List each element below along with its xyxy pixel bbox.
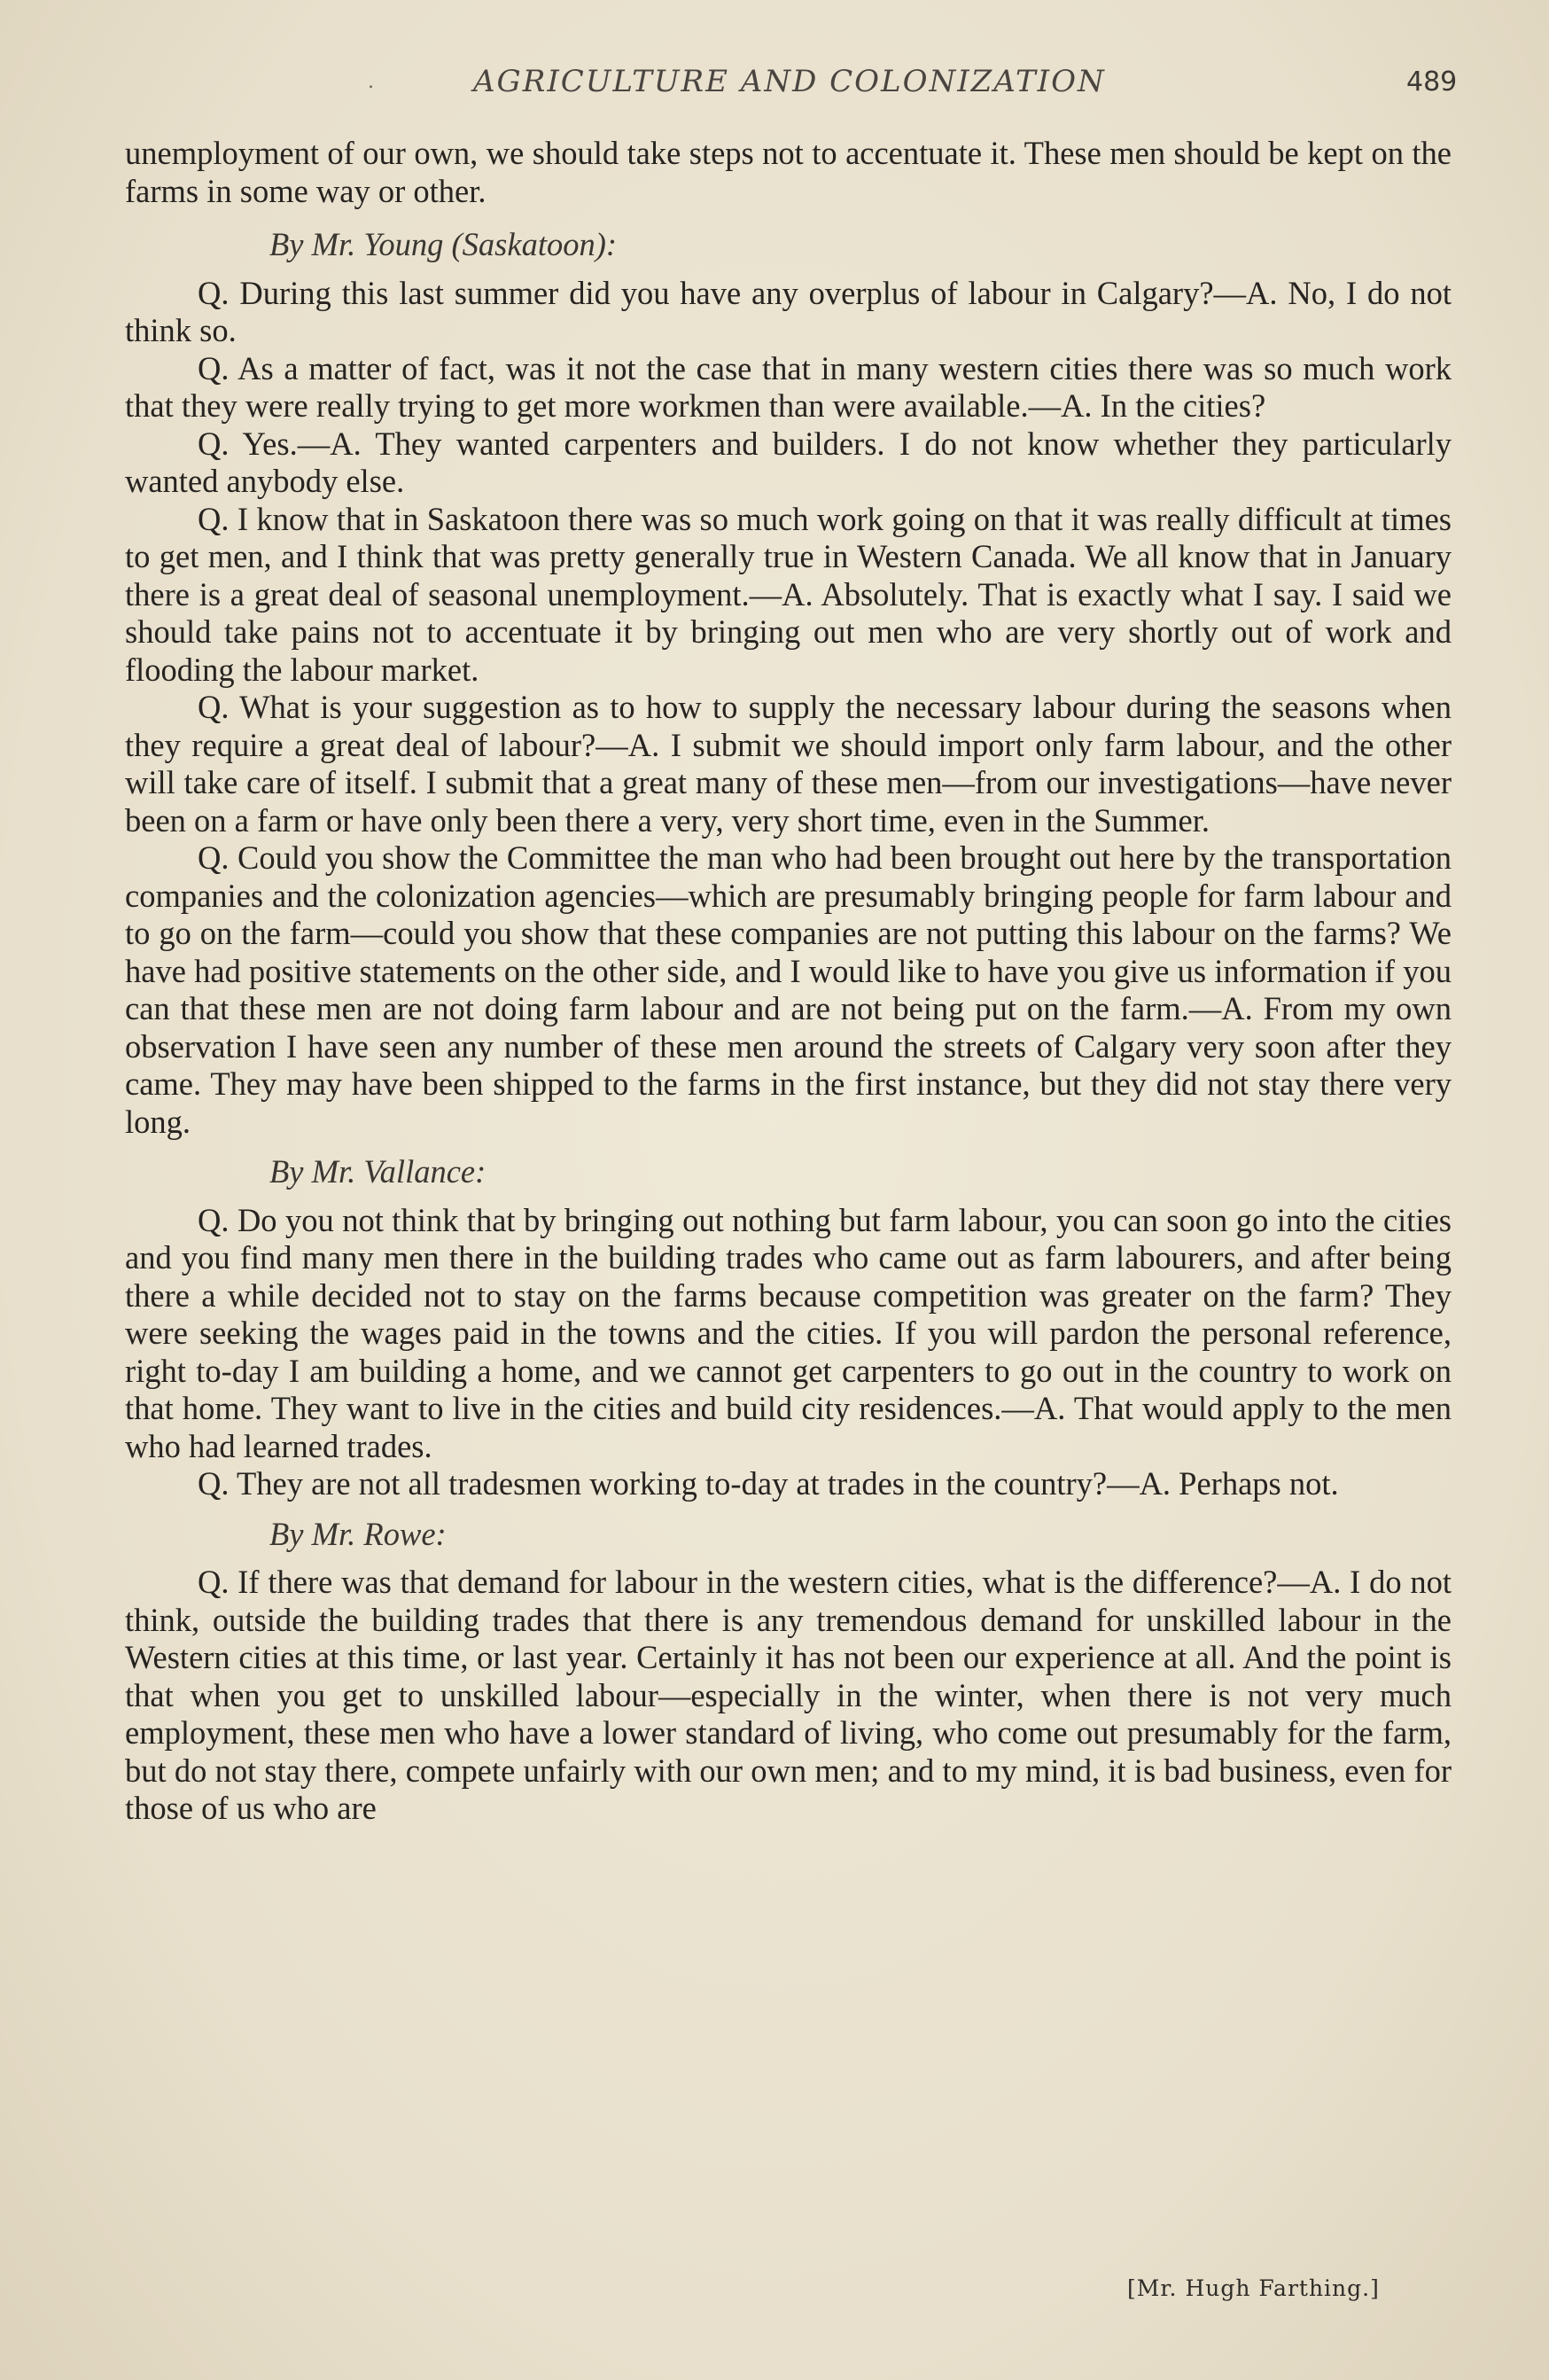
running-title: AGRICULTURE AND COLONIZATION [473,64,1106,99]
body-paragraph: Q. If there was that demand for labour in the western cities, what is the difference?—A. I do not think, outside the building trades that there is any tremendous demand for unskilled labour in the Western cities at this time, or last year. Certainly it has not been our experience at all. And the point is that when you get to unskilled labour—especially in the winter, when there is not very much employment, these men who have a lower standard of living, who come out presumably for the farm, but do not stay there, compete unfairly with our own men; and to my mind, it is bad business, even for those of us who are [125,1564,1452,1826]
body-paragraph: Q. As a matter of fact, was it not the case that in many western cities there was so much work that they were really trying to get more workmen than were available.—A. In the cities? [125,349,1452,424]
body-paragraph: Q. What is your suggestion as to how to supply the necessary labour during the seasons when they require a great deal of labour?—A. I submit we should import only farm labour, and the other will take care of itself. I submit that a great many of these men—from our investigations—have never been on a farm or have only been there a very, very short time, even in the Summer. [125,689,1452,839]
witness-footer: [Mr. Hugh Farthing.] [1127,2275,1380,2301]
speaker-heading: By Mr. Rowe: [269,1515,447,1552]
body-paragraph: unemployment of our own, we should take steps not to accentuate it. These men should be kept on the farms in some way or other. [125,135,1452,209]
running-head [0,64,1549,117]
body-paragraph: Q. They are not all tradesmen working to-day at trades in the country?—A. Perhaps not. [198,1465,1339,1502]
body-paragraph: Q. During this last summer did you have any overplus of labour in Calgary?—A. No, I do not think so. [125,274,1452,348]
page-number: 489 [1406,66,1458,98]
speaker-heading: By Mr. Young (Saskatoon): [269,226,618,262]
body-text [125,135,1452,1828]
body-paragraph: Q. Could you show the Committee the man who had been brought out here by the transportation companies and the colonization agencies—which are presumably bringing people for farm labour and to go on the farm—could you show that these companies are not putting this labour on the farms? We have had positive statements on the other side, and I would like to have you give us information if you can that these men are not doing farm labour and are not being put on the farm.—A. From my own observation I have seen any number of these men around the streets of Calgary very soon after they came. They may have been shipped to the farms in the first instance, but they did not stay there very long. [125,839,1452,1140]
speaker-heading: By Mr. Vallance: [269,1153,486,1190]
body-paragraph: Q. I know that in Saskatoon there was so much work going on that it was really difficult at times to get men, and I think that was pretty generally true in Western Canada. We all know that in January there is a great deal of seasonal unemployment.—A. Absolutely. That is exactly what I say. I said we should take pains not to accentuate it by bringing out men who are very shortly out of work and flooding the labour market. [125,500,1452,688]
body-paragraph: Q. Yes.—A. They wanted carpenters and builders. I do not know whether they particularly wanted anybody else. [125,425,1452,499]
header-dot: . [368,71,374,93]
body-paragraph: Q. Do you not think that by bringing out nothing but farm labour, you can soon go into the cities and you find many men there in the building trades who came out as farm labourers, and after being there a while decided not to stay on the farms because competition was greater on the farm? They were seeking the wages paid in the towns and the cities. If you will pardon the personal reference, right to-day I am building a home, and we cannot get carpenters to go out in the country to work on that home. They want to live in the cities and build city residences.—A. That would apply to the men who had learned trades. [125,1201,1452,1464]
